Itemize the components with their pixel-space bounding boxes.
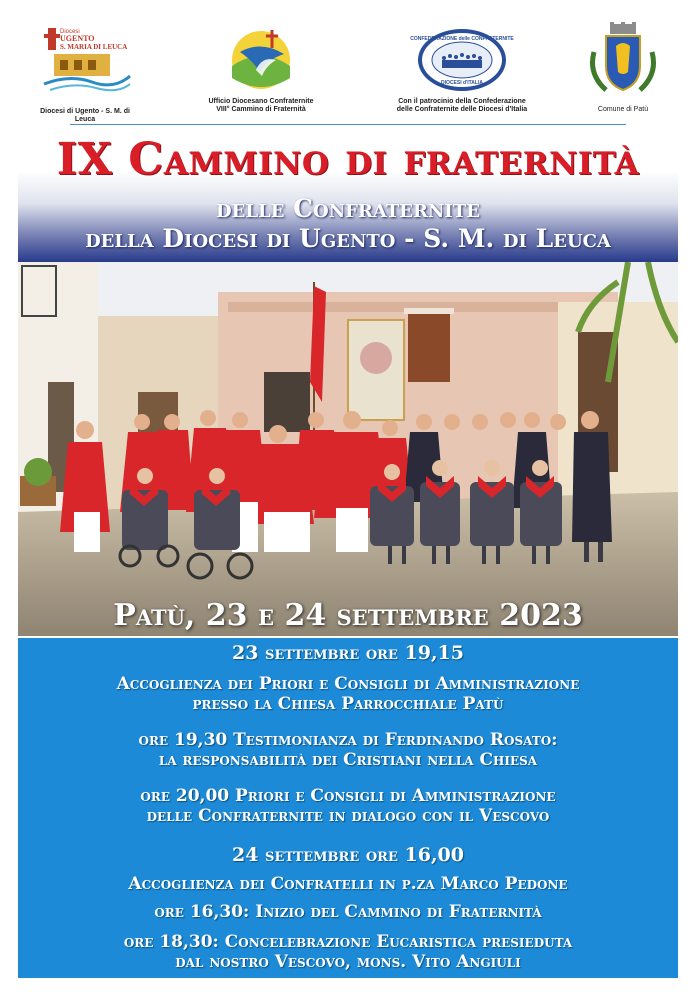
seal-ring-bottom: DIOCESI d'ITALIA xyxy=(441,80,483,86)
dove-cross-logo-icon xyxy=(206,26,316,94)
day2-item: dal nostro Vescovo, mons. Vito Angiuli xyxy=(175,952,521,972)
day1-item: ore 20,00 Priori e Consigli di Amministrazione xyxy=(140,786,556,806)
confederation-logo xyxy=(396,26,528,120)
day2-item: ore 16,30: Inizio del Cammino di Fraternità xyxy=(154,902,542,922)
day1-item: ore 19,30 Testimonianza di Ferdinando Rosato: xyxy=(138,730,558,750)
subtitle-line1: delle Confraternite xyxy=(216,194,480,223)
event-place-date: Patù, 23 e 24 settembre 2023 xyxy=(113,598,583,633)
day1-header: 23 settembre ore 19,15 xyxy=(232,642,464,664)
confederation-caption-line2: delle Confraternite delle Diocesi d'Italia xyxy=(396,106,528,113)
day1-item: la responsabilità dei Cristiani nella Chiesa xyxy=(158,750,538,770)
confederation-seal-icon xyxy=(400,26,524,94)
group-photo xyxy=(18,262,678,636)
event-program xyxy=(18,638,678,978)
diocese-small-text: Diocesi xyxy=(60,29,80,35)
day2-item: ore 18,30: Concelebrazione Eucaristica presieduta xyxy=(123,932,573,952)
office-caption-line2: VIII° Cammino di Fraternità xyxy=(216,106,306,113)
diocese-name-top: UGENTO xyxy=(60,34,95,43)
confraternity-group-photo-illustration xyxy=(18,262,678,636)
header-logos xyxy=(0,0,696,126)
office-logo xyxy=(206,26,316,120)
subtitle-line2: della Diocesi di Ugento - S. M. di Leuca xyxy=(85,224,611,253)
diocese-name-bottom: S. MARIA DI LEUCA xyxy=(60,43,128,51)
diocese-caption: Diocesi di Ugento - S. M. di Leuca xyxy=(40,108,130,123)
seal-ring-top: CONFEDERAZIONE delle CONFRATERNITE xyxy=(410,36,514,42)
day2-header: 24 settembre ore 16,00 xyxy=(232,844,464,866)
header-divider xyxy=(70,124,626,125)
diocese-logo xyxy=(30,24,140,123)
main-title: IX Cammino di fraternità xyxy=(56,134,640,185)
day1-item: Accoglienza dei Priori e Consigli di Amministrazione xyxy=(116,674,580,694)
church-building-logo-icon xyxy=(30,24,140,96)
comune-caption: Comune di Patù xyxy=(597,106,649,113)
day1-item: presso la Chiesa Parrocchiale Patù xyxy=(192,694,504,714)
day2-item: Accoglienza dei Confratelli in p.za Marco Pedone xyxy=(128,874,568,894)
confederation-caption-line1: Con il patrocinio della Confederazione xyxy=(398,98,526,105)
title-band xyxy=(18,132,678,262)
comune-logo xyxy=(586,22,660,120)
day1-item: delle Confraternite in dialogo con il Vescovo xyxy=(146,806,550,826)
municipal-coat-of-arms-icon xyxy=(586,22,660,98)
office-caption-line1: Ufficio Diocesano Confraternite xyxy=(208,98,314,105)
